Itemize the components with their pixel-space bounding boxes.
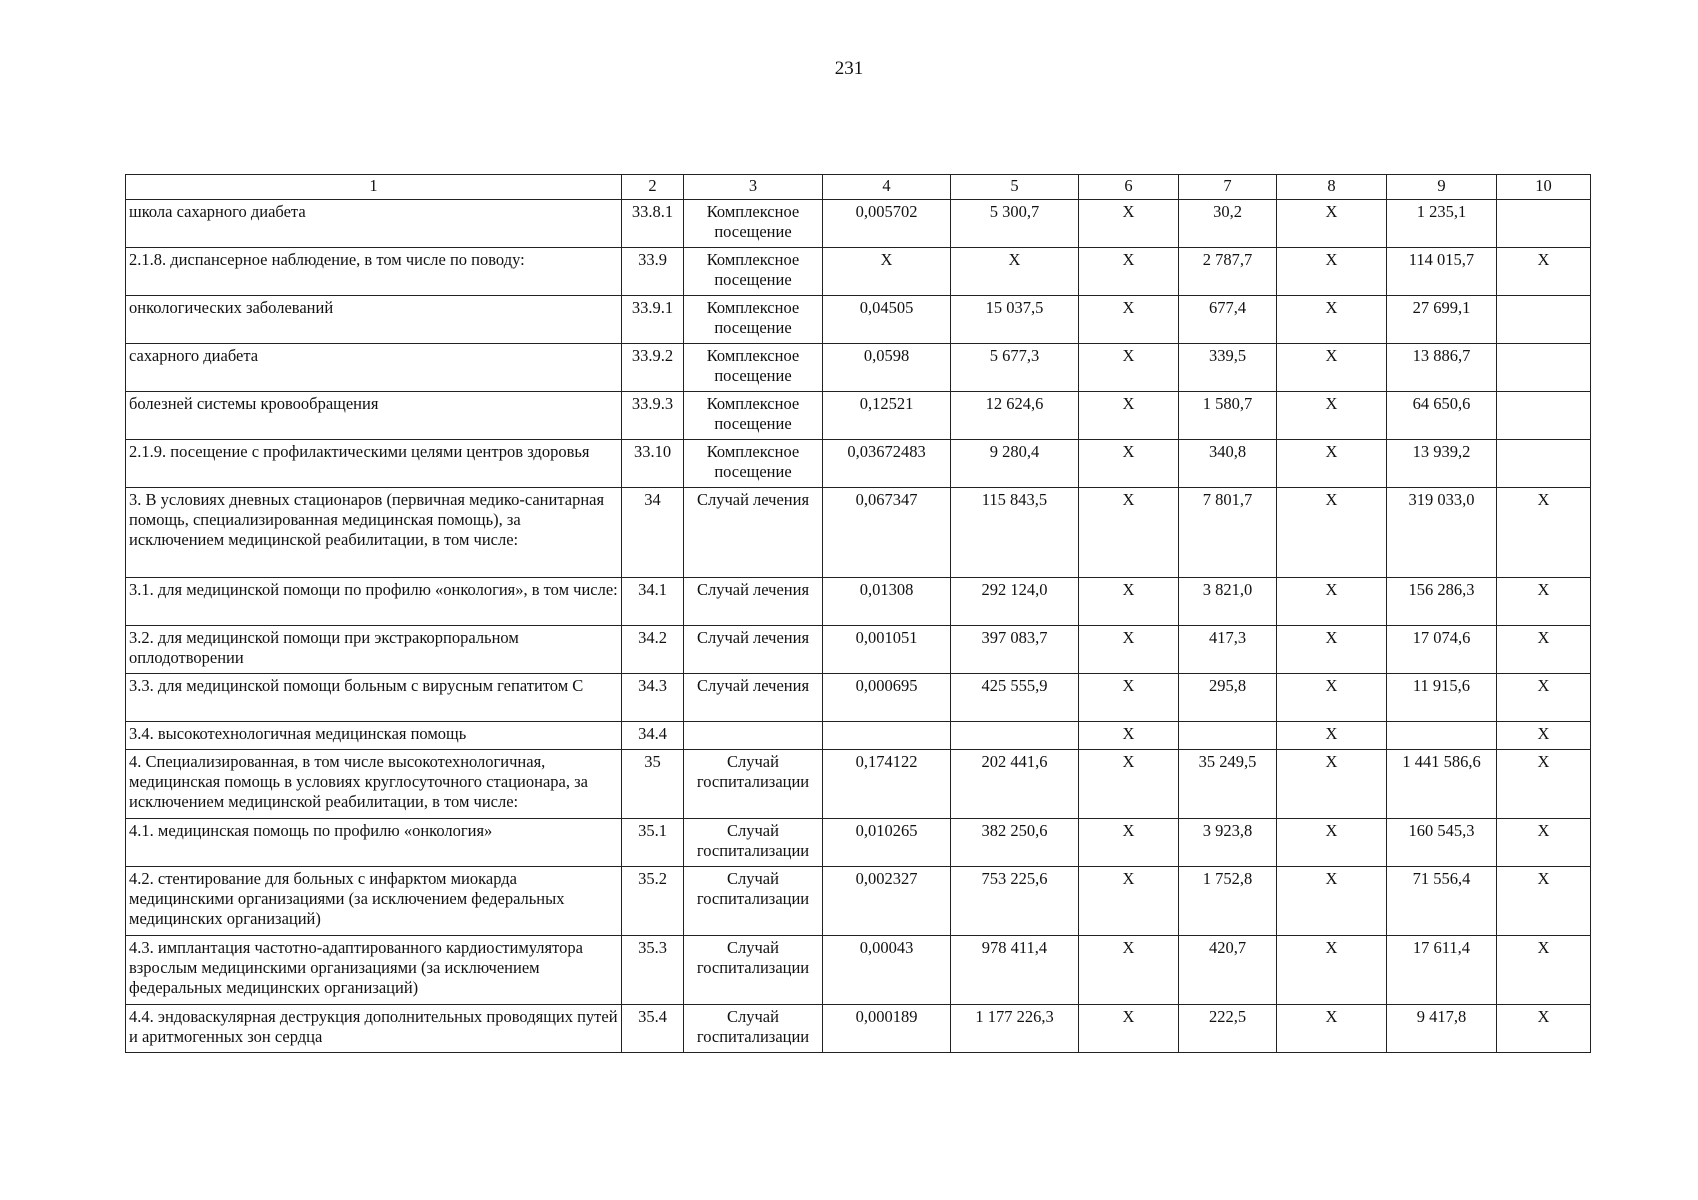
value-cell-col9: 114 015,7 [1387,248,1497,296]
value-cell-col8: X [1277,488,1387,578]
value-cell-col4: X [823,248,951,296]
value-cell-col8: X [1277,722,1387,750]
unit-cell: Случай лечения [684,626,823,674]
value-cell-col6: X [1079,1005,1179,1053]
row-name-cell: 3.1. для медицинской помощи по профилю «онкология», в том числе: [126,578,622,626]
value-cell-col4: 0,03672483 [823,440,951,488]
row-code-cell: 35.4 [622,1005,684,1053]
value-cell-col6: X [1079,750,1179,819]
value-cell-col6: X [1079,248,1179,296]
value-cell-col5: 978 411,4 [951,936,1079,1005]
table-row [126,488,1591,578]
value-cell-col5: 115 843,5 [951,488,1079,578]
table-row [126,440,1591,488]
value-cell-col5 [951,722,1079,750]
value-cell-col6: X [1079,722,1179,750]
value-cell-col4: 0,000695 [823,674,951,722]
value-cell-col8: X [1277,750,1387,819]
value-cell-col10: X [1497,578,1591,626]
value-cell-col7: 340,8 [1179,440,1277,488]
value-cell-col7: 295,8 [1179,674,1277,722]
value-cell-col9 [1387,722,1497,750]
value-cell-col7: 339,5 [1179,344,1277,392]
row-name-cell: 4.1. медицинская помощь по профилю «онкология» [126,819,622,867]
value-cell-col10: X [1497,674,1591,722]
row-code-cell: 34.2 [622,626,684,674]
value-cell-col6: X [1079,626,1179,674]
row-name-cell: онкологических заболеваний [126,296,622,344]
value-cell-col4: 0,002327 [823,867,951,936]
value-cell-col8: X [1277,819,1387,867]
value-cell-col4: 0,0598 [823,344,951,392]
page-number: 231 [834,58,864,79]
value-cell-col5: 9 280,4 [951,440,1079,488]
row-code-cell: 35 [622,750,684,819]
value-cell-col6: X [1079,578,1179,626]
table-row [126,1005,1591,1053]
value-cell-col10: X [1497,488,1591,578]
value-cell-col9: 160 545,3 [1387,819,1497,867]
value-cell-col9: 9 417,8 [1387,1005,1497,1053]
value-cell-col4: 0,001051 [823,626,951,674]
row-name-cell: 3. В условиях дневных стационаров (первичная медико-санитарная помощь, специализированная медицинская помощь), за исключением медицинской реабилитации, в том числе: [126,488,622,578]
value-cell-col4: 0,00043 [823,936,951,1005]
row-code-cell: 35.2 [622,867,684,936]
value-cell-col5: 15 037,5 [951,296,1079,344]
unit-cell: Случай лечения [684,488,823,578]
table-row [126,200,1591,248]
row-code-cell: 33.9.3 [622,392,684,440]
value-cell-col6: X [1079,200,1179,248]
value-cell-col8: X [1277,392,1387,440]
value-cell-col7: 2 787,7 [1179,248,1277,296]
unit-cell: Случай госпитализации [684,867,823,936]
row-name-cell: 4.3. имплантация частотно-адаптированного кардиостимулятора взрослым медицинскими организациями (за исключением федеральных медицинских организаций) [126,936,622,1005]
value-cell-col7: 35 249,5 [1179,750,1277,819]
value-cell-col9: 156 286,3 [1387,578,1497,626]
value-cell-col8: X [1277,626,1387,674]
table-row [126,819,1591,867]
value-cell-col9: 1 441 586,6 [1387,750,1497,819]
value-cell-col7: 3 923,8 [1179,819,1277,867]
row-name-cell: 3.2. для медицинской помощи при экстракорпоральном оплодотворении [126,626,622,674]
value-cell-col9: 13 939,2 [1387,440,1497,488]
value-cell-col10: X [1497,750,1591,819]
value-cell-col10: X [1497,867,1591,936]
value-cell-col5: 753 225,6 [951,867,1079,936]
value-cell-col8: X [1277,867,1387,936]
value-cell-col4 [823,722,951,750]
unit-cell: Комплексное посещение [684,344,823,392]
value-cell-col10 [1497,440,1591,488]
value-cell-col4: 0,12521 [823,392,951,440]
column-number-header: 1 [126,175,622,200]
row-name-cell: сахарного диабета [126,344,622,392]
column-number-header: 7 [1179,175,1277,200]
value-cell-col7: 417,3 [1179,626,1277,674]
value-cell-col8: X [1277,200,1387,248]
value-cell-col7: 7 801,7 [1179,488,1277,578]
unit-cell: Комплексное посещение [684,296,823,344]
value-cell-col9: 71 556,4 [1387,867,1497,936]
value-cell-col6: X [1079,344,1179,392]
row-code-cell: 34 [622,488,684,578]
value-cell-col10: X [1497,819,1591,867]
row-name-cell: болезней системы кровообращения [126,392,622,440]
value-cell-col10: X [1497,626,1591,674]
value-cell-col8: X [1277,440,1387,488]
row-code-cell: 33.9.1 [622,296,684,344]
value-cell-col9: 17 611,4 [1387,936,1497,1005]
value-cell-col9: 13 886,7 [1387,344,1497,392]
row-code-cell: 35.3 [622,936,684,1005]
value-cell-col5: X [951,248,1079,296]
value-cell-col7: 30,2 [1179,200,1277,248]
table-row [126,578,1591,626]
table-row [126,296,1591,344]
row-code-cell: 33.8.1 [622,200,684,248]
row-code-cell: 34.4 [622,722,684,750]
unit-cell: Случай лечения [684,578,823,626]
unit-cell [684,722,823,750]
value-cell-col6: X [1079,867,1179,936]
column-number-header: 3 [684,175,823,200]
value-cell-col5: 425 555,9 [951,674,1079,722]
table-row [126,626,1591,674]
value-cell-col5: 12 624,6 [951,392,1079,440]
row-name-cell: 2.1.9. посещение с профилактическими целями центров здоровья [126,440,622,488]
value-cell-col5: 5 677,3 [951,344,1079,392]
unit-cell: Случай лечения [684,674,823,722]
value-cell-col7: 1 580,7 [1179,392,1277,440]
table-row [126,392,1591,440]
unit-cell: Комплексное посещение [684,440,823,488]
value-cell-col8: X [1277,344,1387,392]
value-cell-col6: X [1079,819,1179,867]
value-cell-col6: X [1079,674,1179,722]
value-cell-col7: 1 752,8 [1179,867,1277,936]
value-cell-col4: 0,01308 [823,578,951,626]
unit-cell: Случай госпитализации [684,1005,823,1053]
value-cell-col7: 222,5 [1179,1005,1277,1053]
value-cell-col4: 0,010265 [823,819,951,867]
value-cell-col8: X [1277,578,1387,626]
value-cell-col5: 202 441,6 [951,750,1079,819]
value-cell-col8: X [1277,936,1387,1005]
row-name-cell: 4.2. стентирование для больных с инфарктом миокарда медицинскими организациями (за исключением федеральных медицинских организаций) [126,867,622,936]
value-cell-col4: 0,005702 [823,200,951,248]
value-cell-col8: X [1277,248,1387,296]
value-cell-col8: X [1277,296,1387,344]
unit-cell: Комплексное посещение [684,392,823,440]
table-row [126,248,1591,296]
value-cell-col5: 5 300,7 [951,200,1079,248]
table-body [126,200,1591,1053]
value-cell-col10: X [1497,722,1591,750]
row-code-cell: 34.1 [622,578,684,626]
value-cell-col10: X [1497,1005,1591,1053]
value-cell-col7: 677,4 [1179,296,1277,344]
unit-cell: Случай госпитализации [684,819,823,867]
value-cell-col7: 3 821,0 [1179,578,1277,626]
value-cell-col4: 0,04505 [823,296,951,344]
column-number-header: 10 [1497,175,1591,200]
value-cell-col10 [1497,344,1591,392]
value-cell-col9: 17 074,6 [1387,626,1497,674]
unit-cell: Случай госпитализации [684,936,823,1005]
data-table [125,174,1591,1053]
value-cell-col6: X [1079,296,1179,344]
row-name-cell: 4. Специализированная, в том числе высокотехнологичная, медицинская помощь в условиях круглосуточного стационара, за исключением медицинской реабилитации, в том числе: [126,750,622,819]
row-name-cell: 3.4. высокотехнологичная медицинская помощь [126,722,622,750]
value-cell-col9: 27 699,1 [1387,296,1497,344]
value-cell-col10 [1497,200,1591,248]
value-cell-col5: 397 083,7 [951,626,1079,674]
value-cell-col9: 11 915,6 [1387,674,1497,722]
value-cell-col10 [1497,392,1591,440]
row-code-cell: 35.1 [622,819,684,867]
value-cell-col10 [1497,296,1591,344]
value-cell-col9: 64 650,6 [1387,392,1497,440]
column-number-header: 9 [1387,175,1497,200]
row-code-cell: 33.10 [622,440,684,488]
value-cell-col6: X [1079,440,1179,488]
column-number-row [126,175,1591,200]
row-code-cell: 34.3 [622,674,684,722]
value-cell-col5: 292 124,0 [951,578,1079,626]
value-cell-col9: 319 033,0 [1387,488,1497,578]
row-name-cell: 2.1.8. диспансерное наблюдение, в том числе по поводу: [126,248,622,296]
value-cell-col6: X [1079,936,1179,1005]
value-cell-col8: X [1277,674,1387,722]
row-code-cell: 33.9 [622,248,684,296]
value-cell-col6: X [1079,488,1179,578]
value-cell-col10: X [1497,936,1591,1005]
table-row [126,936,1591,1005]
column-number-header: 5 [951,175,1079,200]
value-cell-col7 [1179,722,1277,750]
table-row [126,674,1591,722]
value-cell-col5: 382 250,6 [951,819,1079,867]
value-cell-col7: 420,7 [1179,936,1277,1005]
value-cell-col8: X [1277,1005,1387,1053]
column-number-header: 8 [1277,175,1387,200]
value-cell-col4: 0,067347 [823,488,951,578]
value-cell-col10: X [1497,248,1591,296]
value-cell-col9: 1 235,1 [1387,200,1497,248]
table-row [126,750,1591,819]
value-cell-col6: X [1079,392,1179,440]
row-name-cell: 4.4. эндоваскулярная деструкция дополнительных проводящих путей и аритмогенных зон сердца [126,1005,622,1053]
row-name-cell: 3.3. для медицинской помощи больным с вирусным гепатитом С [126,674,622,722]
value-cell-col5: 1 177 226,3 [951,1005,1079,1053]
unit-cell: Случай госпитализации [684,750,823,819]
value-cell-col4: 0,174122 [823,750,951,819]
table-row [126,722,1591,750]
value-cell-col4: 0,000189 [823,1005,951,1053]
unit-cell: Комплексное посещение [684,200,823,248]
unit-cell: Комплексное посещение [684,248,823,296]
table-row [126,344,1591,392]
row-code-cell: 33.9.2 [622,344,684,392]
column-number-header: 6 [1079,175,1179,200]
table-row [126,867,1591,936]
column-number-header: 4 [823,175,951,200]
column-number-header: 2 [622,175,684,200]
row-name-cell: школа сахарного диабета [126,200,622,248]
